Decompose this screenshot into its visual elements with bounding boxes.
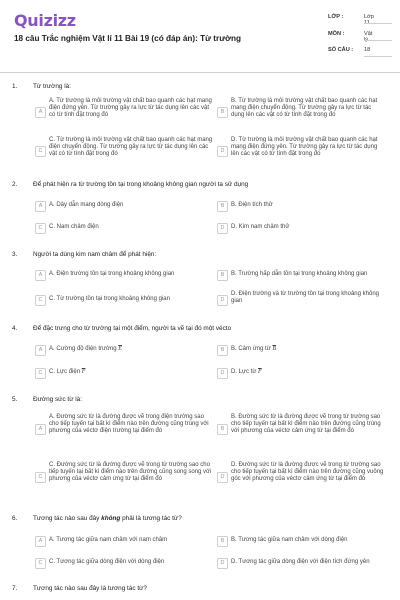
option-letter: C (35, 146, 46, 157)
vector-b-symbol: $\overline{B}$ (272, 346, 277, 352)
option-letter: C (35, 223, 46, 234)
question-text: Để phát hiện ra từ trường tồn tại trong khoảng không gian người ta sử dụng (33, 181, 249, 188)
option-text: D. Lực từ (231, 369, 259, 375)
question-number: 6. (12, 515, 18, 522)
option-text: C. Nam châm điện (49, 224, 99, 230)
question-number: 2. (12, 181, 18, 188)
option-letter: D (217, 223, 228, 234)
option-text: A. Cường độ điện trường (49, 346, 119, 352)
option-letter: A (35, 424, 46, 435)
option-text: C. Lực điện (49, 369, 82, 375)
option-text: D. Đường sức từ là đường được vẽ trong từ trường sao cho tiếp tuyến tại bất kì điểm nào trên đường cũng vuông góc với phương của véctơ cảm ứng từ tại điểm đó (231, 462, 384, 483)
question-number: 5. (12, 396, 18, 403)
option-letter: C (35, 472, 46, 483)
option-text: D. Kim nam châm thử (231, 224, 290, 230)
option-letter: A (35, 270, 46, 281)
vector-f-symbol: $\overline{F}$ (258, 369, 262, 375)
option-letter: A (35, 536, 46, 547)
option-text: B. Điện tích thử (231, 202, 273, 208)
divider (364, 23, 392, 24)
question-number: 7. (12, 585, 18, 592)
option-letter: D (217, 295, 228, 306)
option-letter: D (217, 368, 228, 379)
option-letter: A (35, 345, 46, 356)
option-text: B. Đường sức từ là đường được vẽ trong từ trường sao cho tiếp tuyến tại bất kì điểm nào trên đường cũng trùng với phương của véctơ cảm ứng từ tại điểm đó (231, 414, 381, 435)
option-text: A. Đường sức từ là đường được vẽ trong điện trường sao cho tiếp tuyến tại bất kì điểm nào trên đường cũng trùng với phương của véctơ điện trường tại điểm đó (49, 414, 209, 435)
question-number: 3. (12, 251, 18, 258)
option-text: A. Tương tác giữa nam châm với nam châm (49, 537, 168, 543)
option-text: B. Tương tác giữa nam châm với dòng điện (231, 537, 348, 543)
option-letter: C (35, 368, 46, 379)
option-text: D. Điện trường và từ trường tồn tại trong khoảng không gian (231, 291, 379, 305)
option-letter: B (217, 201, 228, 212)
question-text-end: phải là tương tác từ? (120, 515, 182, 522)
option-text: C. Đường sức từ là đường được vẽ trong từ trường sao cho tiếp tuyến tại bất kì điểm nào trên đường cũng song song với phương của véctơ cảm ứng từ tại điểm đó (49, 462, 212, 483)
option-letter: B (217, 424, 228, 435)
option-text: A. Dây dẫn mang dòng điện (49, 202, 124, 208)
divider (364, 56, 392, 57)
option-letter: C (35, 295, 46, 306)
option-letter: D (217, 472, 228, 483)
option-letter: A (35, 201, 46, 212)
worksheet-header (0, 0, 400, 73)
vector-e-symbol: $\overline{E}$ (118, 346, 122, 352)
vector-f-symbol: $\overline{F}$ (81, 369, 86, 375)
option-letter: B (217, 107, 228, 118)
option-text: B. Trường hấp dẫn tồn tại trong khoảng không gian (231, 271, 368, 277)
option-letter: D (217, 146, 228, 157)
option-text: D. Tương tác giữa dòng điện với điện tích đứng yên (231, 559, 370, 565)
option-text: A. Từ trường là môi trường vật chất bao quanh các hạt mang điện đứng yên. Từ trường gây ra lực từ tác dụng lên các vật có từ tính đặt trong đó (49, 98, 212, 119)
question-text: Từ trường là: (33, 83, 71, 90)
subject-label: MÔN : (328, 31, 345, 37)
option-text: C. Tương tác giữa dòng điện với dòng điện (49, 559, 165, 565)
question-text-start: Tương tác nào sau đây (33, 515, 102, 522)
option-text: C. Từ trường tồn tại trong khoảng không gian (49, 296, 170, 302)
question-number: 4. (12, 325, 18, 332)
question-text-emphasis: không (101, 515, 121, 522)
count-label: SỐ CÂU : (328, 47, 354, 53)
class-value: Lớp (364, 14, 374, 20)
option-letter: B (217, 536, 228, 547)
option-letter: B (217, 270, 228, 281)
option-text: D. Từ trường là môi trường vật chất bao quanh các hạt mang điện đứng yên. Từ trường gây ra lực từ tác dụng lên các vật có từ tính đặt trong đó (231, 137, 378, 158)
question-text: Để đặc trưng cho từ trường tại một điểm, người ta vẽ tại đó một vécto (33, 325, 232, 332)
option-text: A. Điện trường tồn tại trong khoảng không gian (49, 271, 175, 277)
option-letter: C (35, 558, 46, 569)
question-text (33, 515, 383, 522)
option-text: C. Từ trường là môi trường vật chất bao quanh các hạt mang điện chuyển động. Từ trường gây ra lực từ tác dụng lên các vật có từ tính đặt trong đó (49, 137, 213, 158)
option-text: B. Từ trường là môi trường vật chất bao quanh các hạt mang điện chuyển động. Từ trường gây ra lực từ tác dụng lên các vật có từ tính đặt trong đó (231, 98, 378, 119)
worksheet-title: 18 câu Trắc nghiệm Vật lí 11 Bài 19 (có đáp án): Từ trường (14, 34, 241, 43)
question-text: Người ta dùng kim nam châm để phát hiện: (33, 251, 157, 258)
option-letter: D (217, 558, 228, 569)
option-letter: A (35, 107, 46, 118)
divider (364, 40, 392, 41)
count-value: 18 (364, 47, 371, 53)
quizizz-logo[interactable]: Quizizz (14, 11, 76, 30)
class-label: LỚP : (328, 14, 344, 20)
question-text: Tương tác nào sau đây là tương tác từ? (33, 585, 147, 592)
subject-value: Vật (364, 31, 373, 37)
option-text: B. Cảm ứng từ (231, 346, 273, 352)
question-number: 1. (12, 83, 18, 90)
option-letter: B (217, 345, 228, 356)
question-text: Đường sức từ là: (33, 396, 82, 403)
